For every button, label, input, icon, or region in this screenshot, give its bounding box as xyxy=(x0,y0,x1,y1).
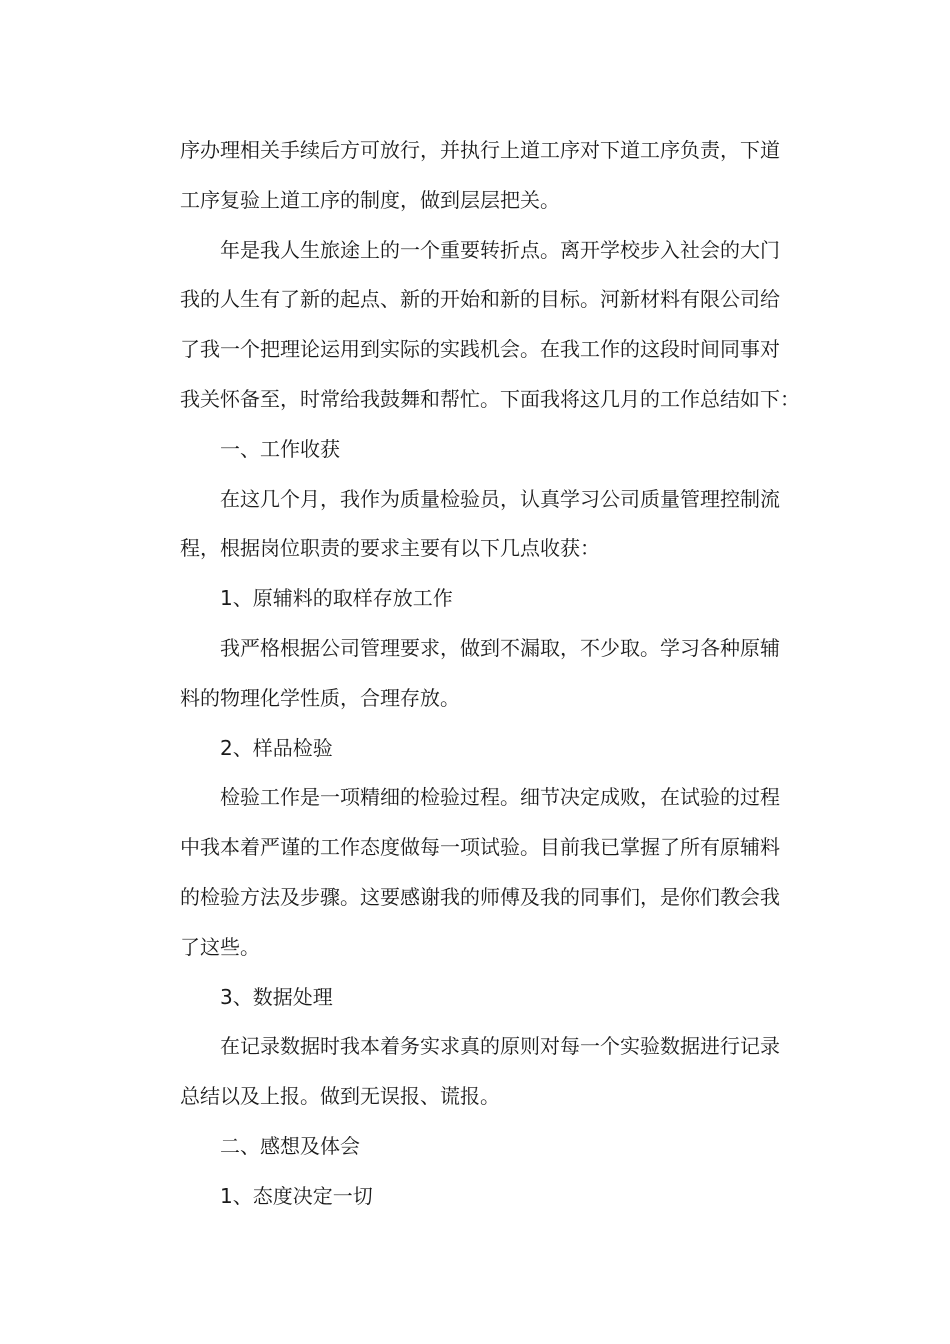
section-heading xyxy=(180,425,770,475)
text-line: 了这些。 xyxy=(180,934,260,959)
heading-text: 一、工作收获 xyxy=(220,436,340,461)
text-line: 我关怀备至，时常给我鼓舞和帮忙。下面我将这几月的工作总结如下： xyxy=(180,386,800,411)
paragraph-body xyxy=(180,1022,780,1122)
subsection-heading xyxy=(180,973,770,1023)
text-line: 序办理相关手续后方可放行，并执行上道工序对下道工序负责，下道 xyxy=(180,138,780,162)
section-heading xyxy=(180,1122,770,1172)
text-line: 料的物理化学性质，合理存放。 xyxy=(180,685,460,710)
text-line: 我严格根据公司管理要求，做到不漏取，不少取。学习各种原辅 xyxy=(220,635,780,660)
heading-text: 二、感想及体会 xyxy=(220,1133,360,1158)
text-line: 在记录数据时我本着务实求真的原则对每一个实验数据进行记录 xyxy=(220,1034,780,1059)
paragraph-body xyxy=(180,773,780,972)
paragraph-continuation xyxy=(180,126,780,226)
subsection-heading xyxy=(180,1172,770,1222)
subsection-heading xyxy=(180,724,770,774)
heading-text: 2、样品检验 xyxy=(220,735,333,760)
text-line: 总结以及上报。做到无误报、谎报。 xyxy=(180,1084,500,1109)
heading-text: 1、原辅料的取样存放工作 xyxy=(220,586,453,611)
text-line: 中我本着严谨的工作态度做每一项试验。目前我已掌握了所有原辅料 xyxy=(180,835,780,860)
heading-text: 1、态度决定一切 xyxy=(220,1183,373,1208)
text-line: 我的人生有了新的起点、新的开始和新的目标。河新材料有限公司给 xyxy=(180,287,780,312)
text-line: 的检验方法及步骤。这要感谢我的师傅及我的同事们，是你们教会我 xyxy=(180,884,780,909)
paragraph-body xyxy=(180,475,780,575)
document-body xyxy=(180,126,800,1222)
text-line: 了我一个把理论运用到实际的实践机会。在我工作的这段时间同事对 xyxy=(180,337,780,362)
subsection-heading xyxy=(180,574,770,624)
text-line: 年是我人生旅途上的一个重要转折点。离开学校步入社会的大门 xyxy=(220,237,780,262)
text-line: 检验工作是一项精细的检验过程。细节决定成败，在试验的过程 xyxy=(220,785,780,810)
text-line: 在这几个月，我作为质量检验员，认真学习公司质量管理控制流 xyxy=(220,486,780,511)
text-line: 程，根据岗位职责的要求主要有以下几点收获： xyxy=(180,536,600,561)
text-line: 工序复验上道工序的制度，做到层层把关。 xyxy=(180,187,560,212)
paragraph-intro xyxy=(180,226,800,425)
heading-text: 3、数据处理 xyxy=(220,984,333,1009)
paragraph-body xyxy=(180,624,780,724)
